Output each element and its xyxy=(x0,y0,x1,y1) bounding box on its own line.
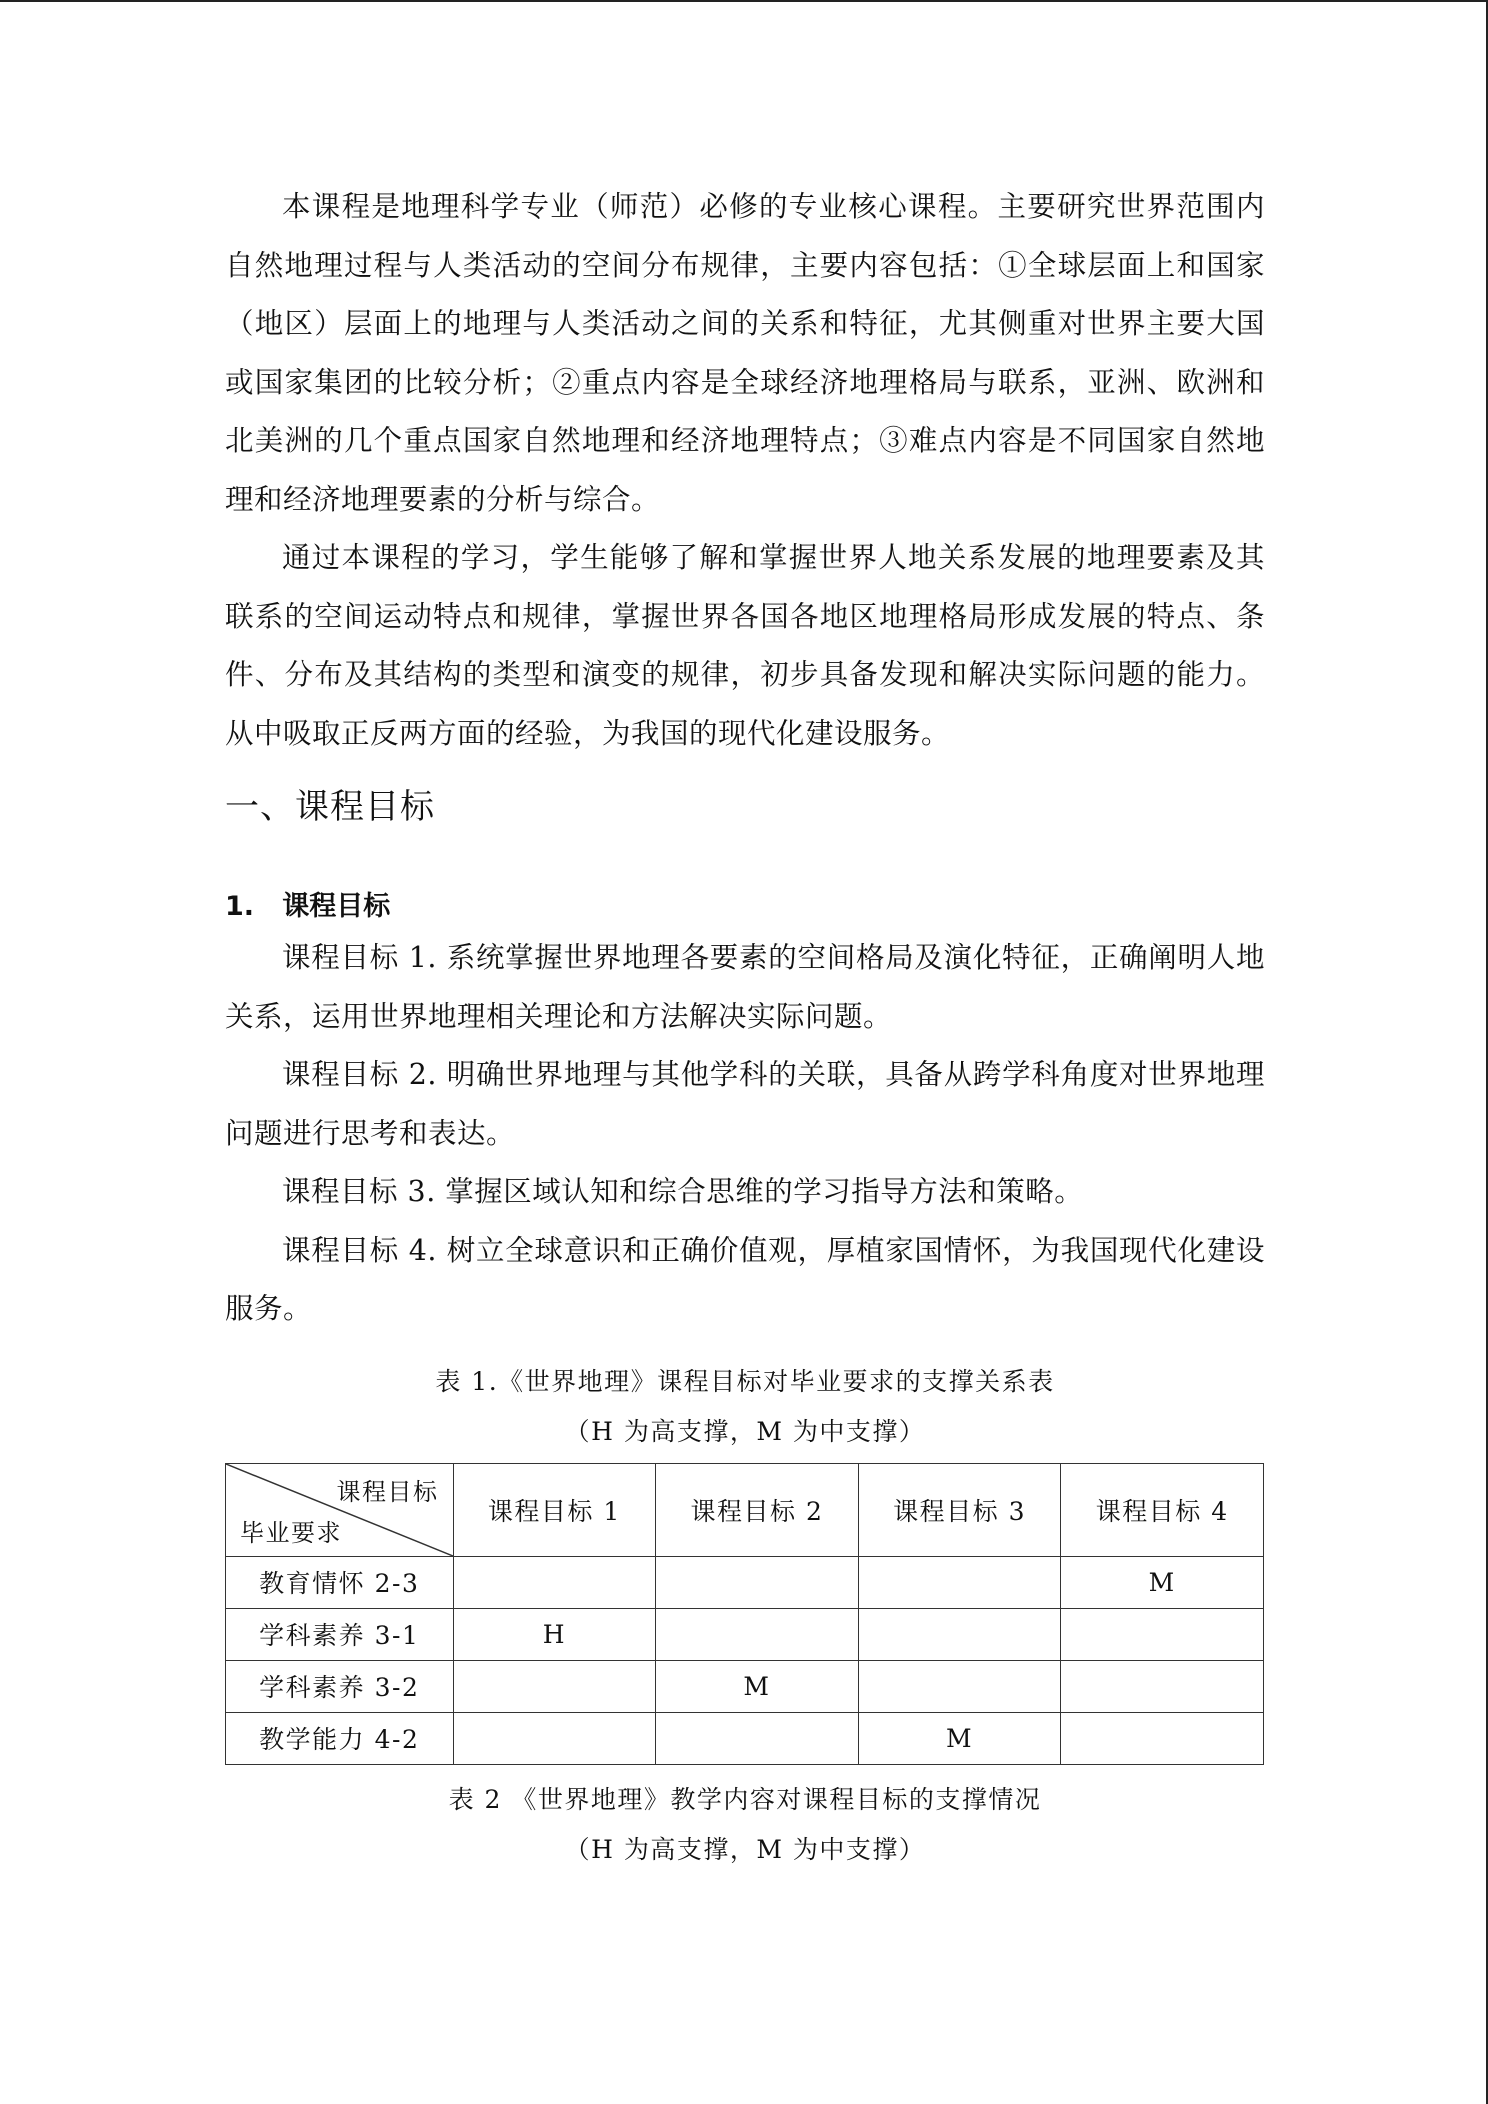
column-header: 课程目标 2 xyxy=(656,1463,859,1556)
table-row xyxy=(226,1556,1264,1608)
table1-caption: 表 1.《世界地理》课程目标对毕业要求的支撑关系表 xyxy=(435,1366,1055,1396)
row-label: 学科素养 3-2 xyxy=(226,1660,454,1712)
intro-paragraph-2: 通过本课程的学习，学生能够了解和掌握世界人地关系发展的地理要素及其联系的空间运动特点和规律，掌握世界各国各地区地理格局形成发展的特点、条件、分布及其结构的类型和演变的规律，初步具备发现和解决实际问题的能力。从中吸取正反两方面的经验，为我国的现代化建设服务。 xyxy=(225,541,1265,750)
course-goal-3: 课程目标 3. 掌握区域认知和综合思维的学习指导方法和策略。 xyxy=(282,1175,1084,1208)
header-course-goals-label: 课程目标 xyxy=(336,1477,439,1506)
row-label: 学科素养 3-1 xyxy=(226,1608,454,1660)
table-cell xyxy=(656,1556,859,1608)
table-cell: M xyxy=(656,1660,859,1712)
table1-note: （H 为高支撑，M 为中支撑） xyxy=(564,1416,926,1446)
column-header: 课程目标 4 xyxy=(1061,1463,1264,1556)
table-cell: M xyxy=(858,1712,1061,1764)
table-cell xyxy=(858,1608,1061,1660)
table-cell xyxy=(1061,1608,1264,1660)
support-table xyxy=(225,1463,1264,1765)
table-cell xyxy=(453,1660,656,1712)
table-row xyxy=(226,1660,1264,1712)
table-cell xyxy=(453,1712,656,1764)
table-cell xyxy=(453,1556,656,1608)
table-cell xyxy=(656,1608,859,1660)
table-cell xyxy=(1061,1660,1264,1712)
table-cell: H xyxy=(453,1608,656,1660)
table-cell xyxy=(858,1660,1061,1712)
table-cell xyxy=(858,1556,1061,1608)
table2-caption: 表 2 《世界地理》教学内容对课程目标的支撑情况 xyxy=(448,1784,1042,1814)
header-graduation-req-label: 毕业要求 xyxy=(240,1518,342,1547)
table-cell: M xyxy=(1061,1556,1264,1608)
row-label: 教学能力 4-2 xyxy=(226,1712,454,1764)
diagonal-header-cell xyxy=(226,1463,454,1556)
page-border-top xyxy=(0,0,1488,2)
table-cell xyxy=(1061,1712,1264,1764)
table-row xyxy=(226,1608,1264,1660)
subsection-heading: 1. 课程目标 xyxy=(225,891,391,922)
table-cell xyxy=(656,1712,859,1764)
intro-paragraph-1: 本课程是地理科学专业（师范）必修的专业核心课程。主要研究世界范围内自然地理过程与人类活动的空间分布规律，主要内容包括：①全球层面上和国家（地区）层面上的地理与人类活动之间的关系和特征，尤其侧重对世界主要大国或国家集团的比较分析；②重点内容是全球经济地理格局与联系，亚洲、欧洲和北美洲的几个重点国家自然地理和经济地理特点；③难点内容是不同国家自然地理和经济地理要素的分析与综合。 xyxy=(225,190,1265,516)
section-heading: 一、课程目标 xyxy=(225,787,435,827)
document-content xyxy=(225,178,1265,1875)
row-label: 教育情怀 2-3 xyxy=(226,1556,454,1608)
table-header-row xyxy=(226,1463,1264,1556)
course-goal-4: 课程目标 4. 树立全球意识和正确价值观，厚植家国情怀，为我国现代化建设服务。 xyxy=(225,1233,1265,1325)
column-header: 课程目标 3 xyxy=(858,1463,1061,1556)
course-goal-2: 课程目标 2. 明确世界地理与其他学科的关联，具备从跨学科角度对世界地理问题进行思考和表达。 xyxy=(225,1058,1265,1150)
table-row xyxy=(226,1712,1264,1764)
column-header: 课程目标 1 xyxy=(453,1463,656,1556)
table2-note: （H 为高支撑，M 为中支撑） xyxy=(564,1834,926,1864)
course-goal-1: 课程目标 1. 系统掌握世界地理各要素的空间格局及演化特征，正确阐明人地关系，运用世界地理相关理论和方法解决实际问题。 xyxy=(225,941,1265,1033)
